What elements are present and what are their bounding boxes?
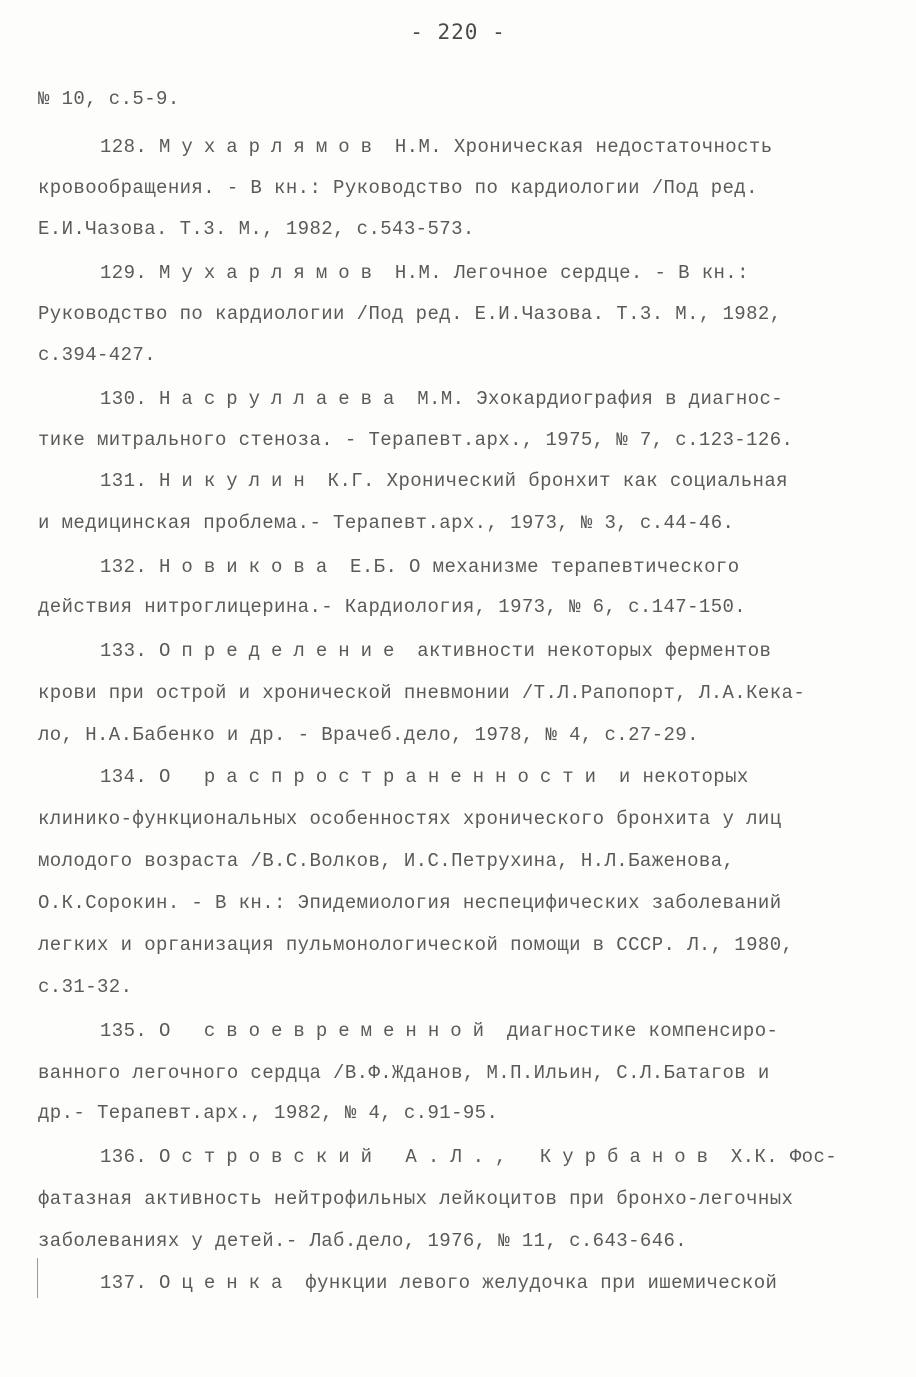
reference-128: 128. Мухарлямов Н.М. Хроническая недостаточность <box>100 136 773 158</box>
text-line: действия нитроглицерина.- Кардиология, 1973, № 6, с.147-150. <box>38 596 747 618</box>
text-line: О.К.Сорокин. - В кн.: Эпидемиология неспецифических заболеваний <box>38 892 782 914</box>
text-line: молодого возраста /В.С.Волков, И.С.Петрухина, Н.Л.Баженова, <box>38 850 735 872</box>
text-line: с.394-427. <box>38 344 157 366</box>
text-line: фатазная активность нейтрофильных лейкоцитов при бронхо-легочных <box>38 1188 794 1210</box>
reference-author: Никулин <box>159 470 316 492</box>
reference-title: Определение <box>159 640 406 662</box>
margin-rule <box>37 1258 38 1298</box>
reference-author: Островский А.Л., Курбанов <box>159 1146 720 1168</box>
text-line: кровообращения. - В кн.: Руководство по кардиологии /Под ред. <box>38 177 758 199</box>
reference-title: О своевременной <box>159 1020 496 1042</box>
reference-131: 131. Никулин К.Г. Хронический бронхит как социальная <box>100 470 788 492</box>
reference-title: О распространенности <box>159 766 608 788</box>
page-number: - 220 - <box>410 20 506 44</box>
text-line: легких и организация пульмонологической помощи в СССР. Л., 1980, <box>38 934 794 956</box>
reference-132: 132. Новикова Е.Б. О механизме терапевтического <box>100 556 740 578</box>
text-line: ло, Н.А.Бабенко и др. - Врачеб.дело, 1978, № 4, с.27-29. <box>38 724 699 746</box>
text-line: тике митрального стеноза. - Терапевт.арх., 1975, № 7, с.123-126. <box>38 429 794 451</box>
text-line: и медицинская проблема.- Терапевт.арх., 1973, № 3, с.44-46. <box>38 512 735 534</box>
reference-author: Мухарлямов <box>159 136 384 158</box>
reference-130: 130. Насруллаева М.М. Эхокардиография в диагнос- <box>100 388 784 410</box>
text-line: клинико-функциональных особенностях хронического бронхита у лиц <box>38 808 782 830</box>
text-line: Руководство по кардиологии /Под ред. Е.И.Чазова. Т.3. М., 1982, <box>38 303 782 325</box>
text-line: с.31-32. <box>38 976 133 998</box>
text-line: заболеваниях у детей.- Лаб.дело, 1976, № 11, с.643-646. <box>38 1230 688 1252</box>
reference-title: Оценка <box>159 1272 294 1294</box>
text-line: № 10, с.5-9. <box>38 88 180 110</box>
text-line: Е.И.Чазова. Т.3. М., 1982, с.543-573. <box>38 218 475 240</box>
reference-135: 135. О своевременной диагностике компенсиро- <box>100 1020 779 1042</box>
reference-134: 134. О распространенности и некоторых <box>100 766 749 788</box>
reference-136: 136. Островский А.Л., Курбанов Х.К. Фос- <box>100 1146 838 1168</box>
reference-129: 129. Мухарлямов Н.М. Легочное сердце. - В кн.: <box>100 262 749 284</box>
text-line: крови при острой и хронической пневмонии /Т.Л.Рапопорт, Л.А.Кека- <box>38 682 806 704</box>
reference-author: Насруллаева <box>159 388 406 410</box>
reference-author: Новикова <box>159 556 339 578</box>
text-line: ванного легочного сердца /В.Ф.Жданов, М.П.Ильин, С.Л.Батагов и <box>38 1062 770 1084</box>
reference-137: 137. Оценка функции левого желудочка при ишемической <box>100 1272 778 1294</box>
reference-133: 133. Определение активности некоторых ферментов <box>100 640 772 662</box>
reference-author: Мухарлямов <box>159 262 384 284</box>
text-line: др.- Терапевт.арх., 1982, № 4, с.91-95. <box>38 1102 499 1124</box>
